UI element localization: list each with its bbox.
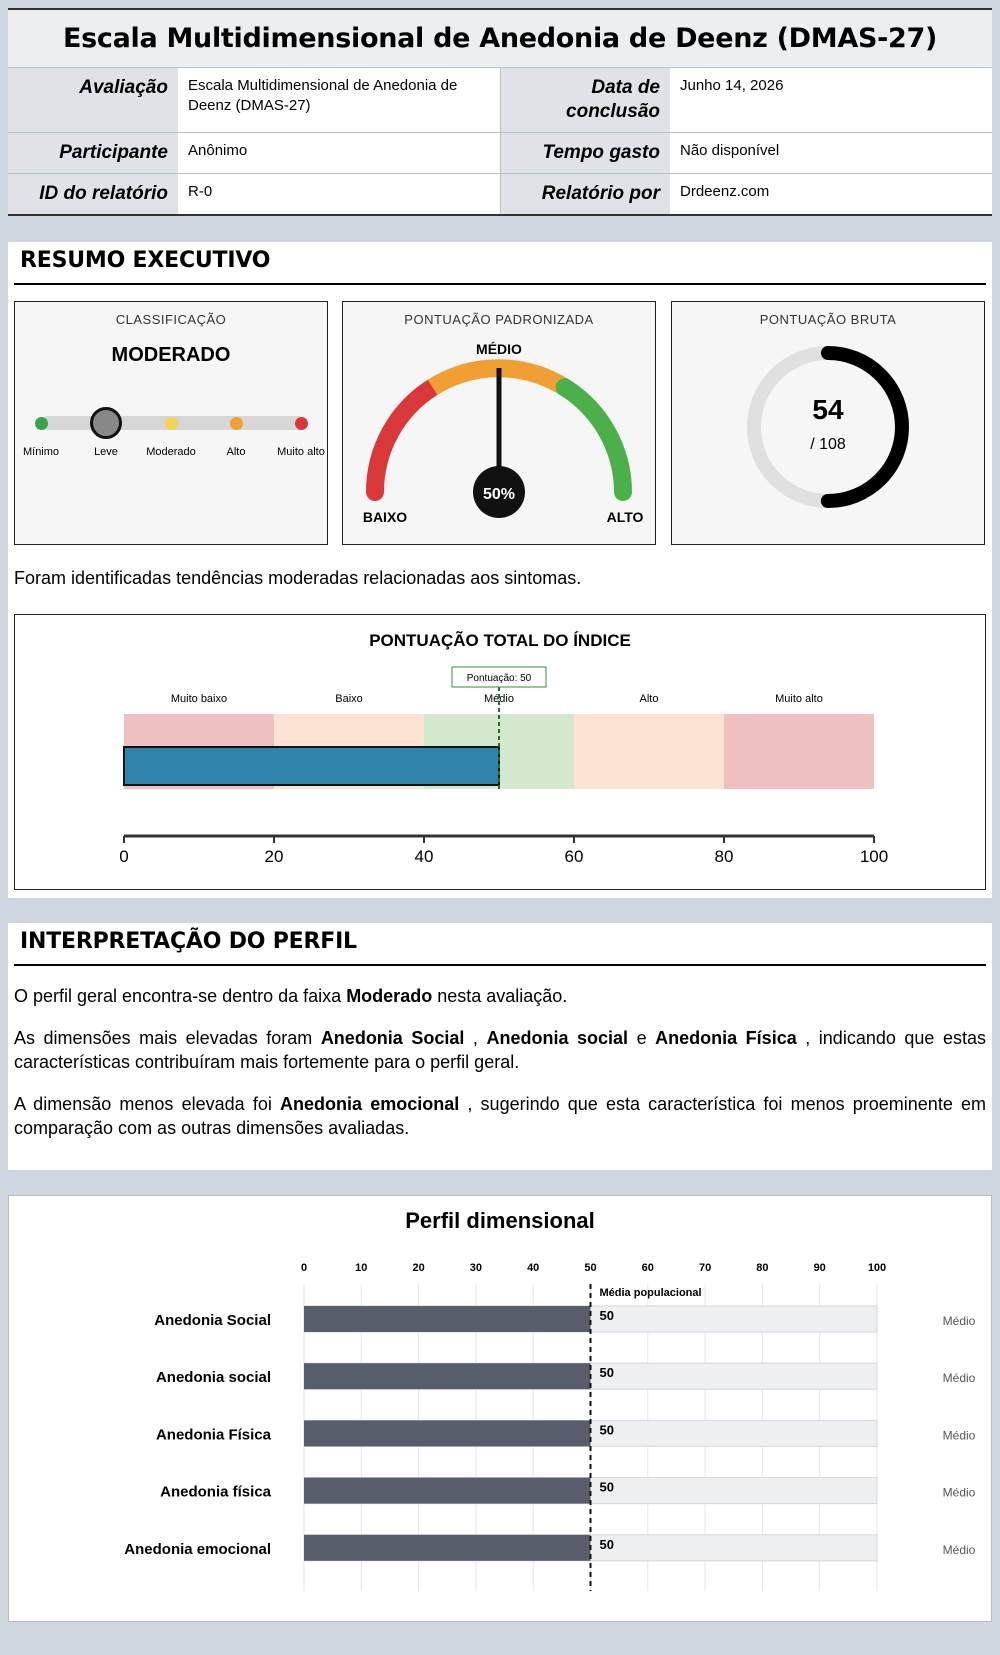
gauge-percent-label: 50% <box>482 486 516 503</box>
dim-tick-label: 70 <box>698 1262 712 1274</box>
index-axis-tick-label: 20 <box>264 847 284 866</box>
dimensional-profile-chart <box>8 1195 992 1622</box>
gauge-low-label: BAIXO <box>362 509 408 525</box>
index-band <box>574 714 724 789</box>
dim-bar-value: 50 <box>599 1422 614 1438</box>
raw-score-title: PONTUAÇÃO BRUTA <box>759 312 897 327</box>
highlight-dimension: Anedonia Física <box>655 1028 797 1048</box>
dim-category-label: Anedonia Social <box>154 1312 271 1329</box>
dim-tick-label: 20 <box>412 1262 425 1274</box>
report-id-label: ID do relatório <box>8 173 178 214</box>
info-row <box>8 132 992 173</box>
text-span: e <box>628 1028 656 1048</box>
report-by-value: Drdeenz.com <box>680 182 770 200</box>
dim-bar-value: 50 <box>599 1365 614 1381</box>
scale-selected-marker <box>90 407 122 439</box>
raw-score-panel <box>671 301 985 545</box>
dimensional-profile-svg <box>9 1196 991 1621</box>
index-band <box>724 714 874 789</box>
highlight-level: Moderado <box>346 986 433 1006</box>
scale-dot-3 <box>230 417 243 430</box>
dim-tick-label: 50 <box>584 1262 597 1274</box>
scale-label: Moderado <box>146 446 196 458</box>
highlight-dimension: Anedonia social <box>486 1028 629 1048</box>
text-span: nesta avaliação. <box>432 986 568 1006</box>
dim-bar-value: 50 <box>599 1479 614 1495</box>
interpretation-title: INTERPRETAÇÃO DO PERFIL <box>14 923 986 966</box>
interpretation-paragraph-2 <box>14 1026 986 1074</box>
raw-score-max: / 108 <box>810 436 846 453</box>
highlight-dimension: Anedonia Social <box>320 1028 465 1048</box>
dim-tick-label: 80 <box>756 1262 769 1274</box>
interpretation-paragraph-1 <box>14 984 986 1008</box>
total-index-chart <box>14 614 986 890</box>
text-span: , indicando que estas características contribuíram mais fortemente para o perfil geral. <box>14 1028 986 1072</box>
dim-bar-value: 50 <box>599 1308 614 1323</box>
gauge-high-label: ALTO <box>606 509 644 525</box>
time-spent-label: Tempo gasto <box>500 132 670 173</box>
participant-label: Participante <box>8 132 178 173</box>
assessment-label: Avaliação <box>8 68 178 132</box>
info-row <box>8 173 992 214</box>
classification-value: MODERADO <box>111 344 231 366</box>
scale-label: Muito alto <box>277 446 325 458</box>
dim-bar <box>304 1363 591 1389</box>
dim-level-label: Médio <box>942 1485 976 1500</box>
dim-bar <box>304 1306 591 1332</box>
report-info-table <box>8 68 992 214</box>
report-header <box>8 8 992 216</box>
index-score-tag-label: Pontuação: 50 <box>466 673 532 684</box>
assessment-value: Escala Multidimensional de Anedonia de Deenz (DMAS-27) <box>178 68 500 132</box>
scale-label: Leve <box>94 446 118 458</box>
dim-tick-label: 0 <box>300 1262 308 1274</box>
dimensional-profile-title: Perfil dimensional <box>405 1208 595 1233</box>
highlight-dimension: Anedonia emocional <box>280 1094 460 1114</box>
dim-bar <box>304 1478 591 1504</box>
dim-level-label: Médio <box>942 1428 976 1443</box>
dim-bar <box>304 1535 591 1561</box>
index-band-label: Muito baixo <box>170 693 228 705</box>
dim-tick-label: 60 <box>641 1262 654 1274</box>
index-band-label: Muito alto <box>775 693 823 705</box>
report-id-value: R-0 <box>178 173 500 214</box>
scale-label: Alto <box>226 446 246 458</box>
dim-tick-label: 90 <box>813 1262 826 1274</box>
raw-score-value: 54 <box>812 394 844 425</box>
gauge-high-arc <box>565 387 623 492</box>
text-span: O perfil geral encontra-se dentro da faixa <box>14 986 347 1006</box>
executive-summary-title: RESUMO EXECUTIVO <box>14 242 986 285</box>
dim-category-label: Anedonia física <box>160 1483 271 1501</box>
text-span: , <box>464 1028 487 1048</box>
index-axis-tick-label: 100 <box>859 847 889 866</box>
report-by-label: Relatório por <box>500 173 670 214</box>
dim-bar <box>304 1420 591 1446</box>
standardized-score-panel <box>342 301 656 545</box>
scale-label: Mínimo <box>22 446 60 458</box>
title-bar <box>8 10 992 68</box>
dim-category-label: Anedonia emocional <box>124 1540 271 1558</box>
dim-tick-label: 30 <box>469 1262 483 1274</box>
index-axis-tick-label: 0 <box>119 847 129 866</box>
scale-dot-4 <box>295 417 308 430</box>
gauge-top-label: MÉDIO <box>476 341 522 357</box>
classification-panel <box>14 301 328 545</box>
total-index-title: PONTUAÇÃO TOTAL DO ÍNDICE <box>369 631 631 650</box>
standardized-gauge <box>343 302 655 544</box>
dim-tick-label: 40 <box>527 1262 540 1274</box>
dim-reference-label: Média populacional <box>599 1287 702 1299</box>
classification-title: CLASSIFICAÇÃO <box>115 312 227 327</box>
text-span: As dimensões mais elevadas foram <box>14 1028 321 1048</box>
total-index-svg <box>15 615 985 889</box>
dim-level-label: Médio <box>942 1542 976 1557</box>
dim-level-label: Médio <box>942 1371 976 1386</box>
index-axis-tick-label: 80 <box>714 847 734 866</box>
gauge-low-arc <box>375 387 433 492</box>
standardized-score-title: PONTUAÇÃO PADRONIZADA <box>404 312 594 327</box>
dim-category-label: Anedonia Física <box>155 1426 271 1444</box>
index-axis-tick-label: 40 <box>414 847 434 866</box>
interpretation-section <box>8 923 992 1170</box>
executive-summary-text: Foram identificadas tendências moderadas relacionadas aos sintomas. <box>14 568 582 588</box>
scale-dot-2 <box>165 417 178 430</box>
dim-category-label: Anedonia social <box>155 1369 271 1387</box>
info-row <box>8 68 992 132</box>
dim-bar-value: 50 <box>599 1536 614 1552</box>
raw-score-ring <box>672 302 984 544</box>
index-band-label: Alto <box>639 693 659 705</box>
text-span: A dimensão menos elevada foi <box>14 1094 281 1114</box>
report-title: Escala Multidimensional de Anedonia de Deenz (DMAS-27) <box>62 23 938 54</box>
index-axis-tick-label: 60 <box>564 847 584 866</box>
completion-date-label: Data de conclusão <box>500 68 670 132</box>
dim-tick-label: 100 <box>867 1262 887 1274</box>
text-span: , sugerindo que esta característica foi menos proeminente em comparação com as outras dimensões avaliadas. <box>14 1094 987 1138</box>
scale-dot-0 <box>35 417 48 430</box>
participant-value: Anônimo <box>178 132 500 173</box>
completion-date-value: Junho 14, 2026 <box>670 68 992 132</box>
index-band-label: Baixo <box>335 693 363 705</box>
time-spent-value: Não disponível <box>670 132 992 173</box>
dim-tick-label: 10 <box>355 1262 368 1274</box>
dim-level-label: Médio <box>942 1314 976 1328</box>
index-score-bar <box>124 747 499 785</box>
interpretation-paragraph-3 <box>14 1092 986 1140</box>
index-band-label: Médio <box>484 693 514 705</box>
executive-summary-section <box>8 242 992 898</box>
